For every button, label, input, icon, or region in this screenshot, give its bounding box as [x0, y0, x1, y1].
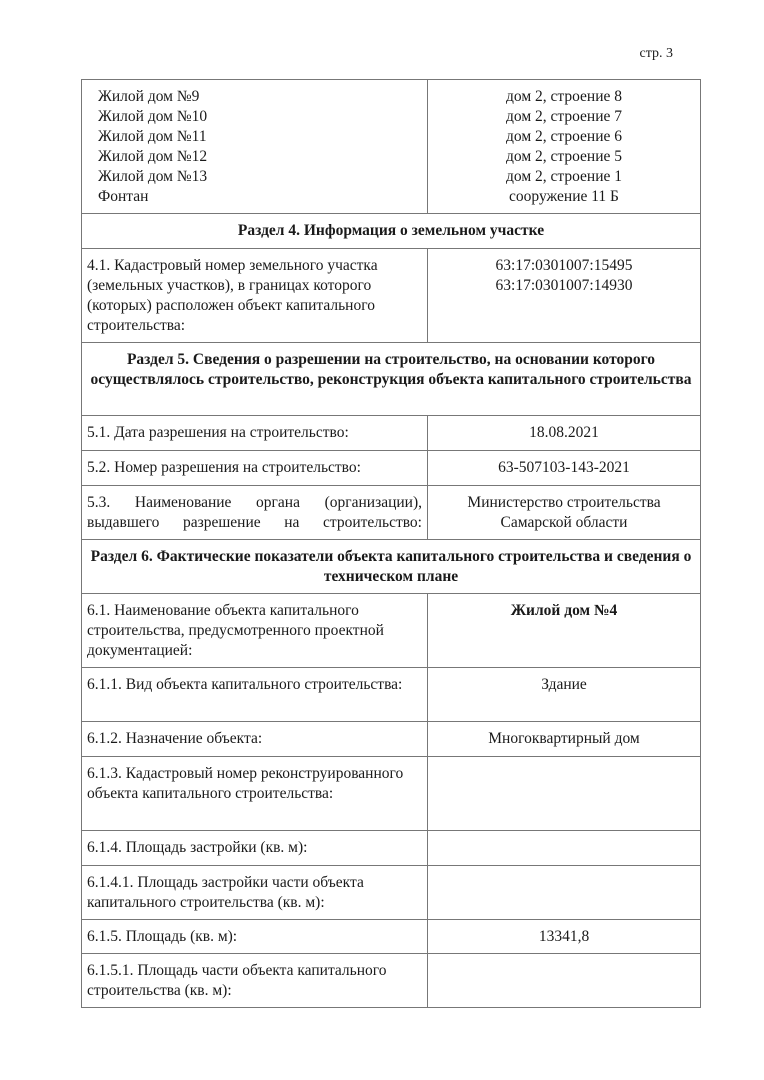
building-name: Жилой дом №12	[98, 148, 208, 165]
table-row	[82, 451, 701, 486]
row-label: 5.2. Номер разрешения на строительство:	[82, 451, 428, 486]
row-value	[428, 866, 701, 920]
building-name: Жилой дом №10	[98, 108, 208, 125]
table-row	[82, 831, 701, 866]
building-name: Фонтан	[98, 188, 149, 205]
table-row	[82, 486, 701, 540]
buildings-row	[82, 80, 701, 214]
table-row	[82, 757, 701, 831]
building-name: Жилой дом №11	[98, 128, 207, 145]
section-heading: Раздел 5. Сведения о разрешении на строительство, на основании которого осуществлялось строительство, реконструкция объекта капитального строительства	[82, 343, 701, 416]
document-table	[81, 79, 701, 1008]
table-row	[82, 249, 701, 343]
section5-header-row	[82, 343, 701, 416]
table-row	[82, 668, 701, 722]
building-name: Жилой дом №9	[98, 88, 200, 105]
table-row	[82, 866, 701, 920]
row-value	[428, 757, 701, 831]
row-value: 63-507103-143-2021	[428, 451, 701, 486]
building-address: дом 2, строение 7	[505, 108, 623, 125]
row-value	[428, 831, 701, 866]
section-heading: Раздел 4. Информация о земельном участке	[82, 214, 701, 249]
table-row	[82, 722, 701, 757]
table-row	[82, 594, 701, 668]
building-address: дом 2, строение 8	[505, 88, 623, 105]
section-heading: Раздел 6. Фактические показатели объекта капитального строительства и сведения о техническом плане	[82, 540, 701, 594]
row-label: 6.1. Наименование объекта капитального строительства, предусмотренного проектной документацией:	[82, 594, 428, 668]
row-value: 13341,8	[428, 920, 701, 954]
row-label: 5.3. Наименование органа (организации), выдавшего разрешение на строительство:	[82, 486, 428, 540]
cadastral-number: 63:17:0301007:14930	[495, 277, 633, 294]
row-label: 4.1. Кадастровый номер земельного участка (земельных участков), в границах которого (которых) расположен объект капитального строительства:	[82, 249, 428, 343]
row-value: Жилой дом №4	[428, 594, 701, 668]
row-label: 6.1.4.1. Площадь застройки части объекта капитального строительства (кв. м):	[82, 866, 428, 920]
issuer-line: Самарской области	[500, 514, 628, 531]
table-row	[82, 920, 701, 954]
buildings-names-cell	[82, 80, 428, 214]
cadastral-number: 63:17:0301007:15495	[495, 257, 633, 274]
row-label: 6.1.4. Площадь застройки (кв. м):	[82, 831, 428, 866]
row-value: Многоквартирный дом	[428, 722, 701, 757]
row-label: 6.1.5. Площадь (кв. м):	[82, 920, 428, 954]
row-label: 6.1.3. Кадастровый номер реконструированного объекта капитального строительства:	[82, 757, 428, 831]
row-value: Здание	[428, 668, 701, 722]
row-value	[428, 954, 701, 1008]
building-address: дом 2, строение 6	[505, 128, 623, 145]
section4-header-row	[82, 214, 701, 249]
row-value: 18.08.2021	[428, 416, 701, 451]
row-label: 6.1.5.1. Площадь части объекта капитального строительства (кв. м):	[82, 954, 428, 1008]
row-label: 6.1.2. Назначение объекта:	[82, 722, 428, 757]
issuer-line: Министерство строительства	[467, 494, 661, 511]
building-address: дом 2, строение 1	[505, 168, 623, 185]
row-label: 5.1. Дата разрешения на строительство:	[82, 416, 428, 451]
row-value	[428, 486, 701, 540]
row-label: 6.1.1. Вид объекта капитального строительства:	[82, 668, 428, 722]
building-address: сооружение 11 Б	[509, 188, 619, 205]
table-row	[82, 416, 701, 451]
table-row	[82, 954, 701, 1008]
building-name: Жилой дом №13	[98, 168, 208, 185]
buildings-addresses-cell	[428, 80, 701, 214]
building-address: дом 2, строение 5	[505, 148, 623, 165]
section6-header-row	[82, 540, 701, 594]
page-number: стр. 3	[639, 46, 673, 61]
row-value	[428, 249, 701, 343]
